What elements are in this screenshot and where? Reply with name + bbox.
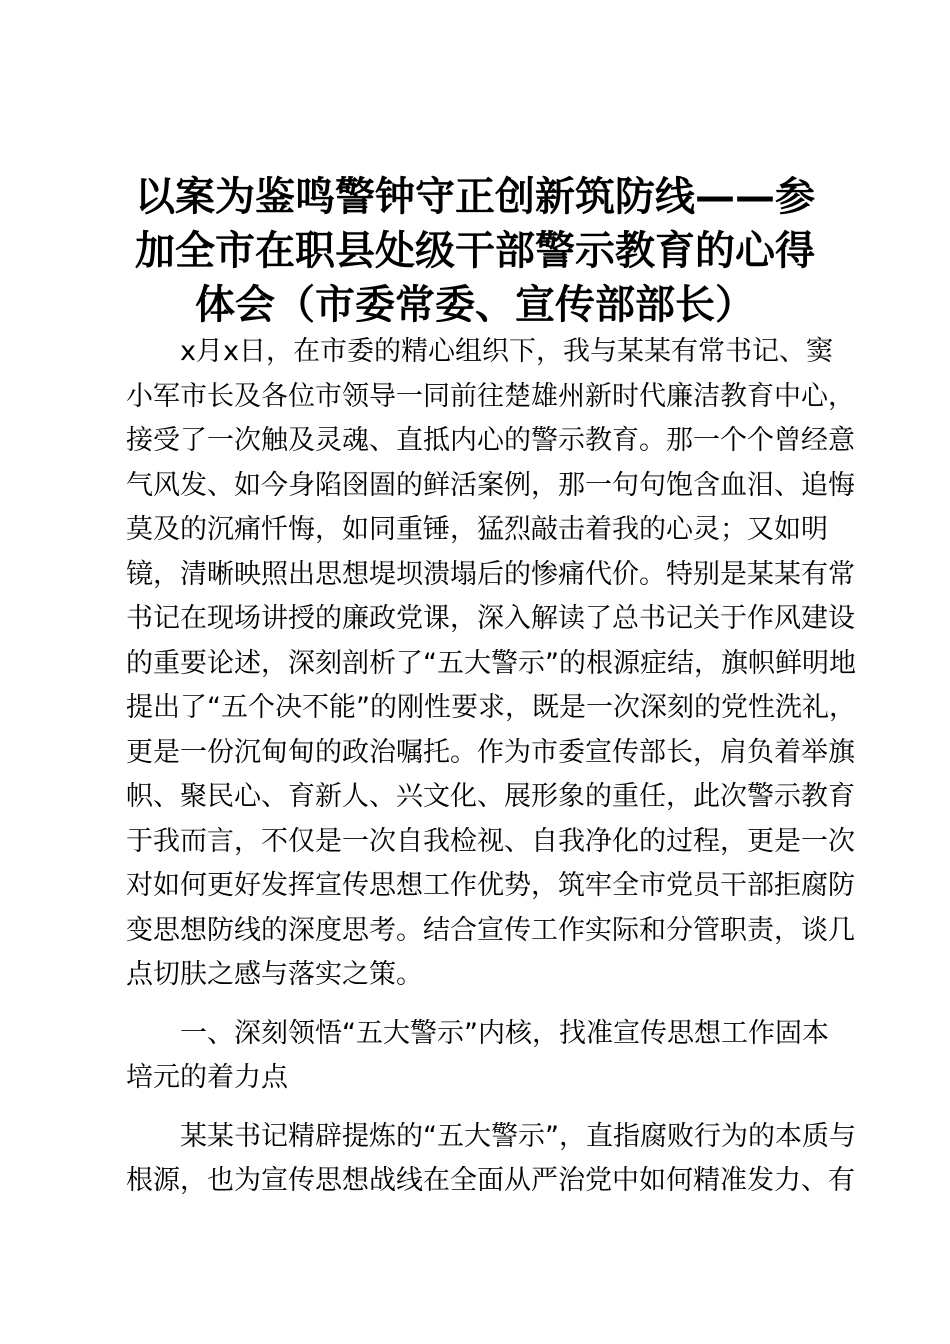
text-line: 于我而言，不仅是一次自我检视、自我净化的过程，更是一次 (126, 825, 855, 857)
title-line: 体会（市委常委、宣传部部长） (195, 282, 755, 328)
text-line: 镜，清晰映照出思想堤坝溃塌后的惨痛代价。特别是某某有常 (126, 558, 855, 590)
text-line: 的重要论述，深刻剖析了“五大警示”的根源症结，旗帜鲜明地 (126, 647, 856, 679)
text-line: 对如何更好发挥宣传思想工作优势，筑牢全市党员干部拒腐防 (126, 870, 855, 901)
text-line: 气风发、如今身陷囹圄的鲜活案例，那一句句饱含血泪、追悔 (126, 469, 855, 501)
text-line: 小军市长及各位市领导一同前往楚雄州新时代廉洁教育中心， (126, 380, 855, 412)
document-body (126, 330, 856, 1204)
document-title (118, 170, 832, 332)
text-line: x月x日，在市委的精心组织下，我与某某有常书记、窦 (180, 336, 833, 367)
text-line: 莫及的沉痛忏悔，如同重锤，猛烈敲击着我的心灵；又如明 (126, 514, 828, 545)
text-line: 书记在现场讲授的廉政党课，深入解读了总书记关于作风建设 (126, 603, 855, 634)
title-line: 以案为鉴鸣警钟守正创新筑防线——参 (135, 174, 815, 220)
title-line: 加全市在职县处级干部警示教育的心得 (135, 228, 815, 274)
text-line: 更是一份沉甸甸的政治嘱托。作为市委宣传部长，肩负着举旗 (126, 736, 855, 768)
text-line: 变思想防线的深度思考。结合宣传工作实际和分管职责，谈几 (126, 914, 855, 946)
heading-line: 一、深刻领悟“五大警示”内核，找准宣传思想工作固本 (180, 1017, 829, 1049)
text-line: 接受了一次触及灵魂、直抵内心的警示教育。那一个个曾经意 (126, 425, 855, 456)
text-line: 帜、聚民心、育新人、兴文化、展形象的重任，此次警示教育 (126, 781, 855, 812)
text-line: 点切肤之感与落实之策。 (126, 959, 423, 990)
text-line: 某某书记精辟提炼的“五大警示”，直指腐败行为的本质与 (180, 1120, 856, 1152)
section-paragraph (126, 1115, 856, 1204)
heading-line: 培元的着力点 (126, 1062, 288, 1093)
section-heading (126, 1012, 829, 1101)
text-line: 根源，也为宣传思想战线在全面从严治党中如何精准发力、有 (126, 1165, 855, 1196)
intro-paragraph (126, 330, 856, 998)
text-line: 提出了“五个决不能”的刚性要求，既是一次深刻的党性洗礼， (126, 692, 856, 723)
